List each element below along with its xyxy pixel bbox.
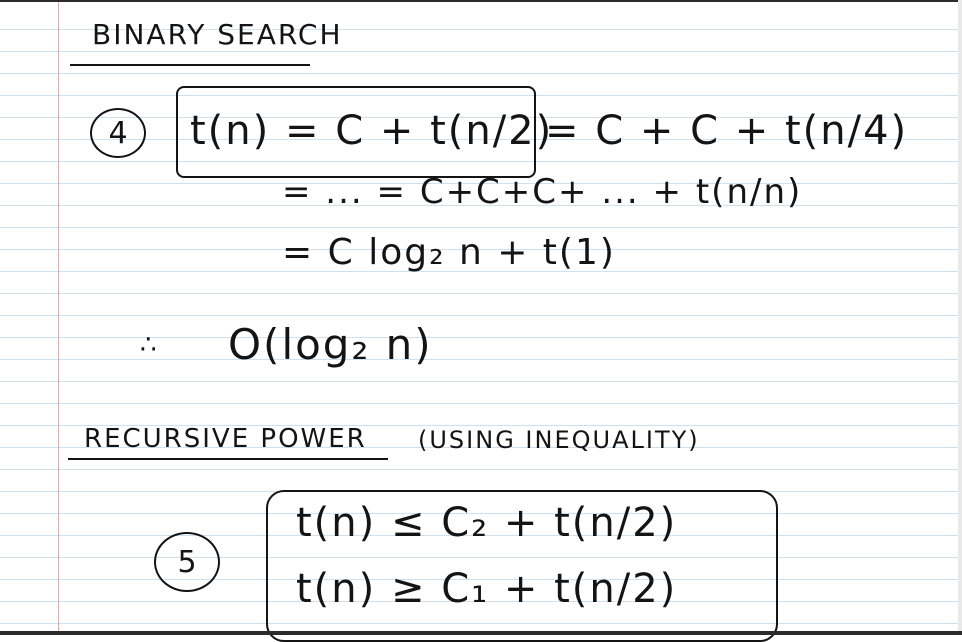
expansion-step-2: = ... = C+C+C+ ... + t(n/n) (282, 172, 803, 212)
big-o-result: O(log₂ n) (228, 320, 433, 369)
item-5-number: 5 (177, 544, 197, 580)
item-5-circle (154, 532, 220, 592)
expansion-step-3: = C log₂ n + t(1) (282, 232, 616, 273)
top-border (0, 0, 962, 2)
expansion-step-1: = C + C + t(n/4) (545, 108, 909, 154)
binary-search-heading: BINARY SEARCH (92, 18, 343, 51)
right-edge (958, 0, 962, 635)
recursive-power-underline (68, 458, 388, 460)
inequality-lower: t(n) ≥ C₁ + t(n/2) (296, 566, 678, 612)
boxed-recurrence: t(n) = C + t(n/2) (190, 108, 554, 154)
item-4-circle (90, 108, 146, 158)
item-4-number: 4 (108, 115, 128, 151)
recursive-power-note: (USING INEQUALITY) (418, 426, 700, 454)
margin-line (58, 0, 59, 635)
binary-search-underline (70, 64, 310, 66)
inequality-upper: t(n) ≤ C₂ + t(n/2) (296, 500, 678, 546)
bottom-border (0, 631, 962, 635)
therefore-symbol: ∴ (140, 330, 157, 360)
recursive-power-heading: RECURSIVE POWER (84, 424, 367, 454)
